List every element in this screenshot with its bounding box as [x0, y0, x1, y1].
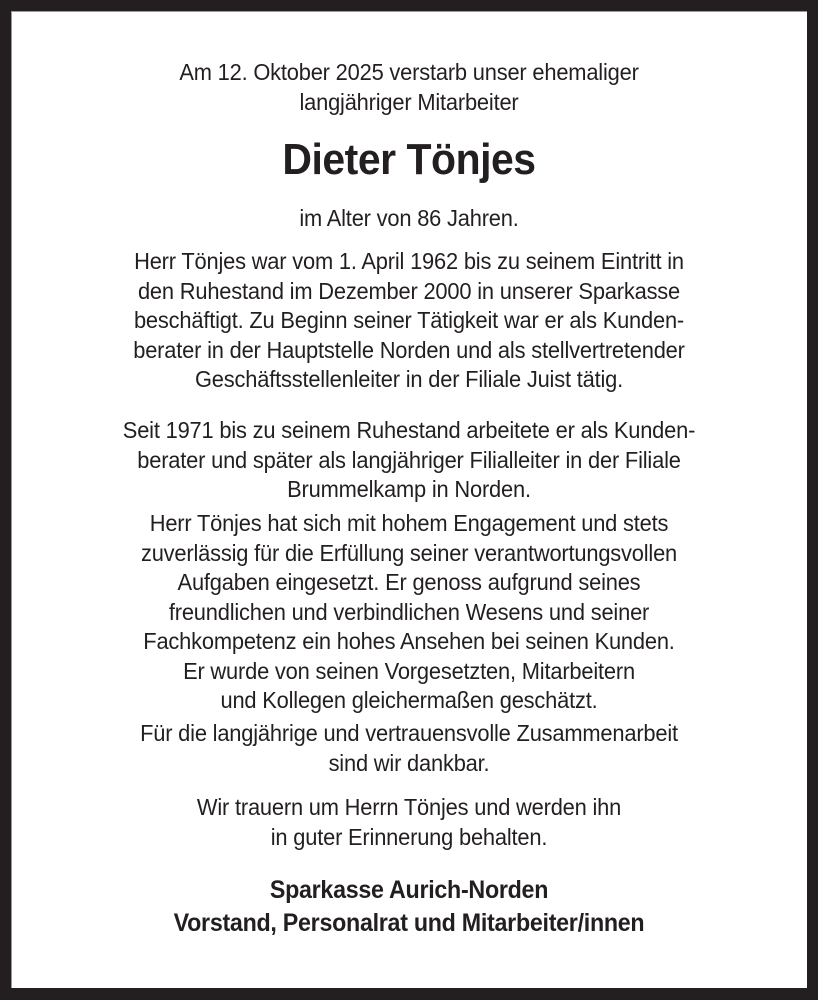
career-paragraph	[39, 247, 779, 395]
paragraph-line: in guter Erinnerung behalten.	[270, 823, 548, 850]
paragraph-line: freundlichen und verbindlichen Wesens und seiner	[168, 598, 650, 625]
paragraph-line: beschäftigt. Zu Beginn seiner Tätigkeit war er als Kunden-	[133, 307, 685, 333]
paragraph-line: und Kollegen gleichermaßen geschätzt.	[220, 687, 598, 713]
paragraph-line: Wir trauern um Herrn Tönjes und werden ihn	[196, 794, 622, 820]
obituary-notice	[11, 11, 807, 988]
branch-paragraph	[39, 416, 779, 505]
paragraph-line: Seit 1971 bis zu seinem Ruhestand arbeitete er als Kunden-	[122, 417, 696, 443]
notice-content	[11, 11, 807, 988]
paragraph-line: Für die langjährige und vertrauensvolle Zusammenarbeit	[140, 720, 678, 746]
intro-line: langjähriger Mitarbeiter	[299, 88, 519, 115]
paragraph-line: Herr Tönjes war vom 1. April 1962 bis zu seinem Eintritt in	[134, 248, 684, 274]
intro-text	[39, 58, 779, 117]
age-text	[39, 204, 779, 234]
paragraph-line: berater und später als langjähriger Filialleiter in der Filiale	[137, 446, 681, 473]
paragraph-line: sind wir dankbar.	[328, 749, 490, 776]
paragraph-line: Aufgaben eingesetzt. Er genoss aufgrund seines	[177, 569, 641, 595]
signature-signatories: Vorstand, Personalrat und Mitarbeiter/innen	[173, 909, 645, 937]
paragraph-line: berater in der Hauptstelle Norden und als stellvertretender	[133, 336, 685, 363]
paragraph-line: Brummelkamp in Norden.	[287, 476, 531, 502]
paragraph-line: Herr Tönjes hat sich mit hohem Engagement und stets	[149, 510, 669, 536]
deceased-name: Dieter Tönjes	[282, 135, 536, 184]
paragraph-line: Geschäftsstellenleiter in der Filiale Juist tätig.	[194, 366, 624, 392]
tribute-paragraph	[39, 509, 779, 716]
signature-block	[39, 874, 779, 940]
paragraph-line: zuverlässig für die Erfüllung seiner verantwortungsvollen	[140, 539, 678, 566]
gratitude-paragraph	[39, 719, 779, 778]
paragraph-line: den Ruhestand im Dezember 2000 in unserer Sparkasse	[137, 277, 681, 304]
paragraph-line: Fachkompetenz ein hohes Ansehen bei seinen Kunden.	[143, 628, 675, 654]
signature-organization: Sparkasse Aurich-Norden	[269, 876, 549, 904]
age-line: im Alter von 86 Jahren.	[299, 205, 519, 231]
paragraph-line: Er wurde von seinen Vorgesetzten, Mitarbeitern	[183, 657, 635, 684]
mourning-paragraph	[39, 793, 779, 852]
intro-line: Am 12. Oktober 2025 verstarb unser ehemaliger	[179, 59, 639, 85]
